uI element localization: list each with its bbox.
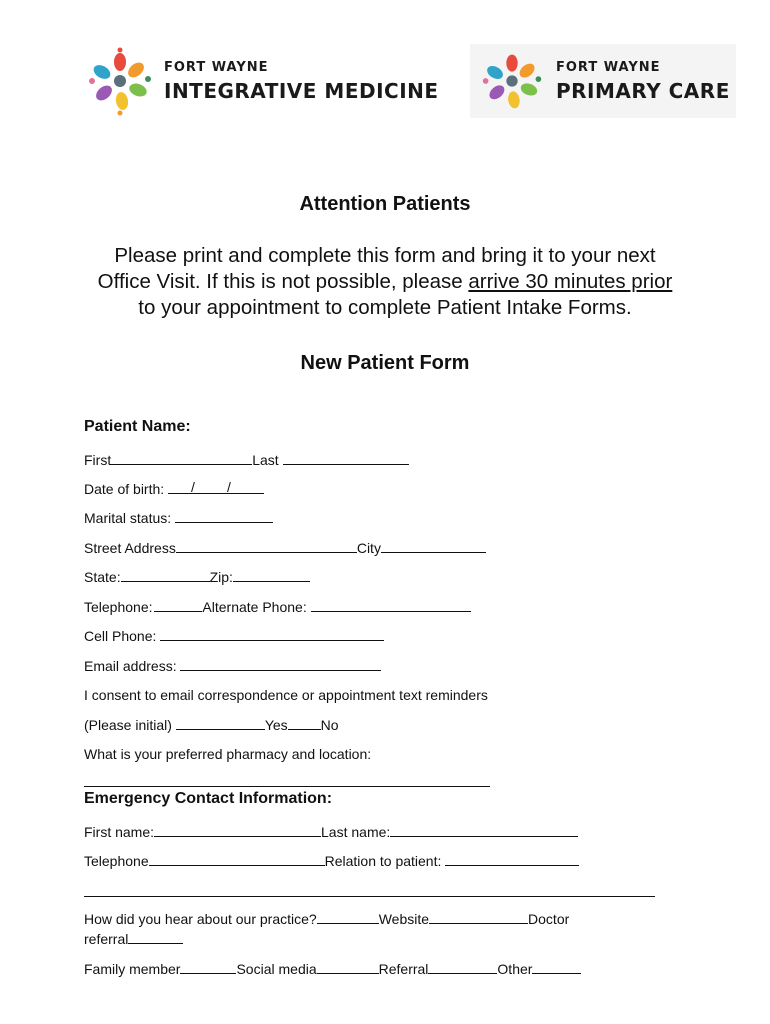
page-heading: Attention Patients [299,193,471,215]
last-name-field[interactable] [283,451,409,465]
intro-line3: to your appointment to complete Patient Intake Forms. [138,296,632,319]
phone-row [84,598,471,615]
referral-field[interactable] [428,960,497,974]
referral-question: How did you hear about our practice? [84,911,317,927]
emergency-last-name-field[interactable] [390,823,578,837]
intro-line1: Please print and complete this form and bring it to your next [114,244,656,267]
dob-separator: / [227,479,231,495]
logo-right-line2: PRIMARY CARE [556,78,730,103]
doctor-label: Doctor [528,911,570,927]
state-label: State: [84,569,121,585]
relation-field[interactable] [445,852,579,866]
cell-label: Cell Phone: [84,628,157,644]
initial-label: (Please initial) [84,717,172,733]
patient-name-section-title: Patient Name: [84,418,191,435]
state-zip-row [84,568,310,585]
referral-question-row [84,910,569,927]
city-label: City [356,540,381,556]
family-label: Family member [84,961,181,977]
dob-separator: / [191,479,195,495]
doctor-referral-row [84,930,183,947]
emergency-first-label: First name: [84,824,155,840]
telephone-label: Telephone: [84,599,153,615]
zip-label: Zip: [209,569,233,585]
dob-label: Date of birth: [84,481,165,497]
marital-label: Marital status: [84,510,172,526]
email-row [84,657,381,674]
marital-row [84,509,273,526]
relation-label: Relation to patient: [324,853,442,869]
referral-label: Referral [378,961,429,977]
doctor-referral-field[interactable] [128,930,183,944]
address-row [84,539,486,556]
pharmacy-question: What is your preferred pharmacy and location: [84,746,372,762]
emergency-telephone-field[interactable] [149,852,325,866]
flower-logo-icon [84,46,156,116]
logo-right-line1: FORT WAYNE [556,59,661,75]
divider [84,896,655,897]
yes-field[interactable] [288,716,321,730]
form-title: New Patient Form [300,352,470,374]
alternate-phone-field[interactable] [311,598,471,612]
initial-row [84,716,339,733]
emergency-telephone-label: Telephone [84,853,149,869]
referral-question-field[interactable] [317,910,379,924]
alt-phone-label: Alternate Phone: [202,599,307,615]
emergency-first-name-field[interactable] [154,823,321,837]
state-field[interactable] [121,568,210,582]
logo-left-line1: FORT WAYNE [164,59,269,75]
emergency-name-row [84,823,578,840]
no-label: No [320,717,339,733]
logo-integrative-medicine [84,46,439,116]
referral-word: referral [84,931,129,947]
email-field[interactable] [180,657,381,671]
city-field[interactable] [381,539,486,553]
intro-line2-text: Office Visit. If this is not possible, please [97,270,469,293]
marital-status-field[interactable] [175,509,273,523]
yes-label: Yes [264,717,288,733]
first-name-field[interactable] [111,451,252,465]
source-row [84,960,581,977]
dob-field[interactable] [168,480,264,494]
social-media-field[interactable] [317,960,379,974]
zip-field[interactable] [233,568,310,582]
last-label: Last [252,452,279,468]
initial-field[interactable] [176,716,265,730]
first-label: First [84,452,112,468]
email-label: Email address: [84,658,177,674]
intro-line2 [0,269,770,295]
emergency-last-label: Last name: [321,824,391,840]
consent-text: I consent to email correspondence or appointment text reminders [84,687,488,703]
street-label: Street Address [84,540,176,556]
cell-row [84,627,384,644]
telephone-field[interactable] [154,598,202,612]
other-field[interactable] [532,960,581,974]
social-label: Social media [236,961,317,977]
emergency-section-title: Emergency Contact Information: [84,790,333,807]
dob-row [84,480,264,497]
pharmacy-field[interactable] [84,786,490,787]
other-label: Other [497,961,533,977]
name-row [84,451,409,468]
website-field[interactable] [429,910,528,924]
logo-left-line2: INTEGRATIVE MEDICINE [164,78,439,103]
intro-paragraph [0,243,770,321]
street-address-field[interactable] [176,539,357,553]
family-field[interactable] [180,960,236,974]
flower-logo-icon [476,48,548,114]
intro-underlined-text: arrive 30 minutes prior [468,270,673,293]
cell-phone-field[interactable] [160,627,384,641]
logo-primary-care [470,44,736,118]
emergency-phone-row [84,852,579,869]
website-label: Website [378,911,430,927]
